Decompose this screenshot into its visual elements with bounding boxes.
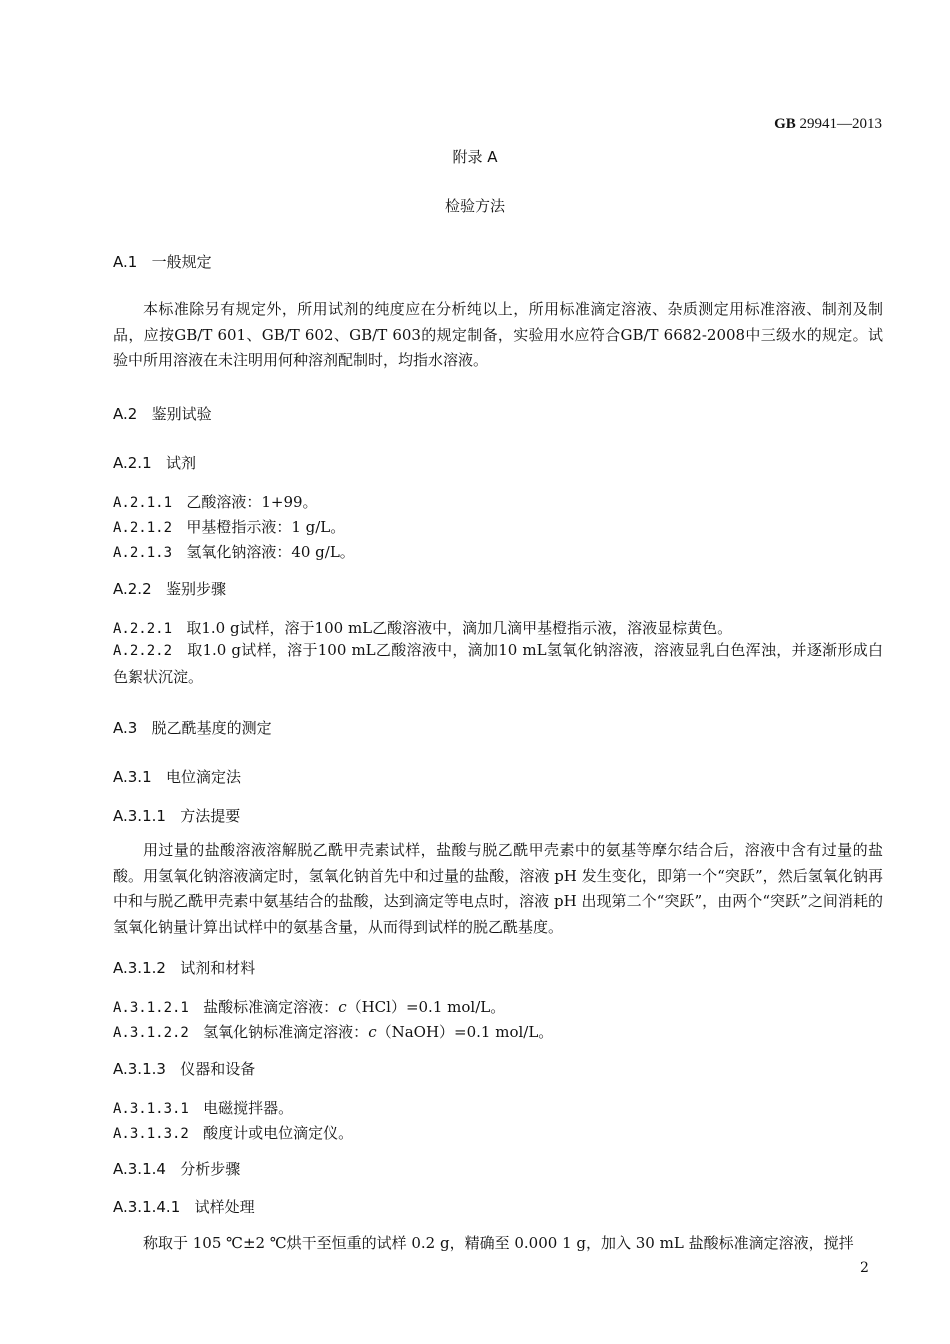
- list-item: A.3.1.2.1 盐酸标准滴定溶液：c（HCl）=0.1 mol/L。: [113, 998, 506, 1016]
- page-number: 2: [860, 1260, 869, 1276]
- paragraph: 用过量的盐酸溶液溶解脱乙酰甲壳素试样，盐酸与脱乙酰甲壳素中的氨基等摩尔结合后，溶液中含有过量的盐酸。用氢氧化钠溶液滴定时，氢氧化钠首先中和过量的盐酸，溶液 pH 发生变化，即第一个“突跃”，然后氢氧化钠再中和与脱乙酰甲壳素中氨基结合的盐酸，达到滴定等电点时，溶液 pH 出现第二个“突跃”，由两个“突跃”之间消耗的氢氧化钠量计算出试样中的氨基含量，从而得到试样的脱乙酰基度。: [113, 841, 883, 936]
- list-item: A.3.1.2.2 氢氧化钠标准滴定溶液：c（NaOH）=0.1 mol/L。: [113, 1023, 554, 1041]
- subsection-heading: A.3.1.3 仪器和设备: [113, 1060, 256, 1078]
- paragraph: 本标准除另有规定外，所用试剂的纯度应在分析纯以上，所用标准滴定溶液、杂质测定用标准溶液、制剂及制品，应按GB/T 601、GB/T 602、GB/T 603的规定制备，实验用水应符合GB/T 6682-2008中三级水的规定。试验中所用溶液在未注明用何种溶剂配制时，均指水溶液。: [113, 300, 883, 369]
- list-item: A.2.1.2 甲基橙指示液：1 g/L。: [113, 518, 346, 536]
- subsection-heading: A.3.1.2 试剂和材料: [113, 959, 256, 977]
- subsection-heading: A.3.1.4.1 试样处理: [113, 1198, 255, 1216]
- standard-code: GB 29941—2013: [774, 116, 882, 132]
- subsection-heading: A.3.1 电位滴定法: [113, 768, 241, 786]
- list-item: A.2.1.1 乙酸溶液：1+99。: [113, 493, 318, 511]
- section-heading: A.1 一般规定: [113, 253, 212, 271]
- section-heading: A.3 脱乙酰基度的测定: [113, 719, 272, 737]
- subsection-heading: A.3.1.1 方法提要: [113, 807, 241, 825]
- list-item: A.3.1.3.1 电磁搅拌器。: [113, 1099, 294, 1117]
- subsection-heading: A.2.2 鉴别步骤: [113, 580, 226, 598]
- subsection-heading: A.2.1 试剂: [113, 454, 196, 472]
- list-item: A.3.1.3.2 酸度计或电位滴定仪。: [113, 1124, 354, 1142]
- list-item: A.2.2.2 取1.0 g试样，溶于100 mL乙酸溶液中，滴加10 mL氢氧化钠溶液，溶液显乳白色浑浊，并逐渐形成白色絮状沉淀。: [113, 641, 883, 686]
- paragraph: 称取于 105 ℃±2 ℃烘干至恒重的试样 0.2 g，精确至 0.000 1 g，加入 30 mL 盐酸标准滴定溶液，搅拌: [143, 1234, 854, 1252]
- appendix-subtitle: 检验方法: [444, 197, 505, 215]
- appendix-title: 附录 A: [452, 148, 498, 166]
- list-item: A.2.1.3 氢氧化钠溶液：40 g/L。: [113, 543, 355, 561]
- subsection-heading: A.3.1.4 分析步骤: [113, 1160, 241, 1178]
- section-heading: A.2 鉴别试验: [113, 405, 212, 423]
- list-item: A.2.2.1 取1.0 g试样，溶于100 mL乙酸溶液中，滴加几滴甲基橙指示液，溶液显棕黄色。: [113, 619, 733, 637]
